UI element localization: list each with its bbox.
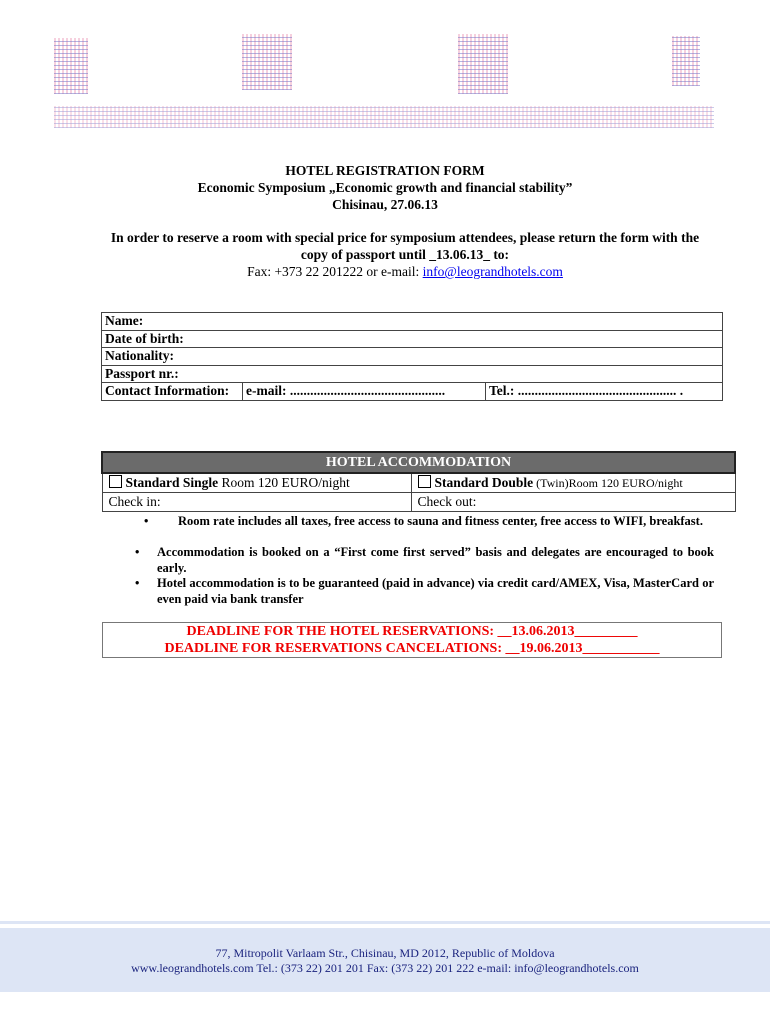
email-field[interactable]: e-mail: .............................................. [243, 383, 486, 401]
notes-list [135, 545, 714, 607]
passport-field[interactable]: Passport nr.: [102, 365, 723, 383]
notes-list [144, 514, 713, 530]
cancelation-deadline: DEADLINE FOR RESERVATIONS CANCELATIONS: __19.06.2013___________ [164, 641, 660, 656]
footer-address: 77, Mitropolit Varlaam Str., Chisinau, MD 2012, Republic of Moldova [215, 946, 555, 960]
list-item: • Room rate includes all taxes, free access to sauna and fitness center, free access to WIFI, breakfast. [144, 514, 703, 528]
fax-text: Fax: +373 22 201222 or e-mail: [247, 264, 423, 279]
deadline-box [102, 622, 722, 658]
email-link[interactable]: info@leograndhotels.com [422, 264, 563, 279]
single-room-option[interactable] [102, 473, 411, 493]
double-room-option[interactable] [411, 473, 735, 493]
check-out-field[interactable]: Check out: [411, 493, 735, 512]
check-in-field[interactable]: Check in: [102, 493, 411, 512]
single-price: Room 120 EURO/night [218, 475, 350, 490]
checkbox-icon[interactable] [109, 475, 122, 488]
event-subtitle: Economic Symposium „Economic growth and financial stability” [197, 180, 573, 195]
nationality-field[interactable]: Nationality: [102, 348, 723, 366]
dob-field[interactable]: Date of birth: [102, 330, 723, 348]
name-field[interactable]: Name: [102, 313, 723, 331]
accommodation-header: HOTEL ACCOMMODATION [102, 452, 735, 473]
footer-banner [0, 928, 770, 992]
form-title: HOTEL REGISTRATION FORM [285, 163, 485, 178]
double-label: Standard Double [434, 475, 534, 490]
list-item: • Accommodation is booked on a “First come first served” basis and delegates are encouraged to book early. [135, 545, 714, 575]
double-price: Room 120 EURO/night [568, 476, 683, 490]
place-date: Chisinau, 27.06.13 [332, 197, 438, 212]
personal-info-table [101, 312, 723, 401]
contact-label: Contact Information: [102, 383, 243, 401]
tel-field[interactable]: Tel.: ............................................... . [486, 383, 723, 401]
single-label: Standard Single [125, 475, 219, 490]
footer-contacts: www.leograndhotels.com Tel.: (373 22) 201 201 Fax: (373 22) 201 222 e-mail: info@leograndhotels.com [131, 961, 639, 975]
hotel-logo [52, 34, 720, 134]
twin-label: (Twin) [533, 476, 569, 490]
checkbox-icon[interactable] [418, 475, 431, 488]
list-item: • Hotel accommodation is to be guaranteed (paid in advance) via credit card/AMEX, Visa, MasterCard or even paid via bank transfer [135, 576, 714, 606]
intro-text: In order to reserve a room with special price for symposium attendees, please return the form with the copy of passport until _13.06.13_ to: [110, 230, 700, 262]
reservation-deadline: DEADLINE FOR THE HOTEL RESERVATIONS: __13.06.2013_________ [186, 624, 638, 639]
accommodation-table [101, 451, 736, 512]
